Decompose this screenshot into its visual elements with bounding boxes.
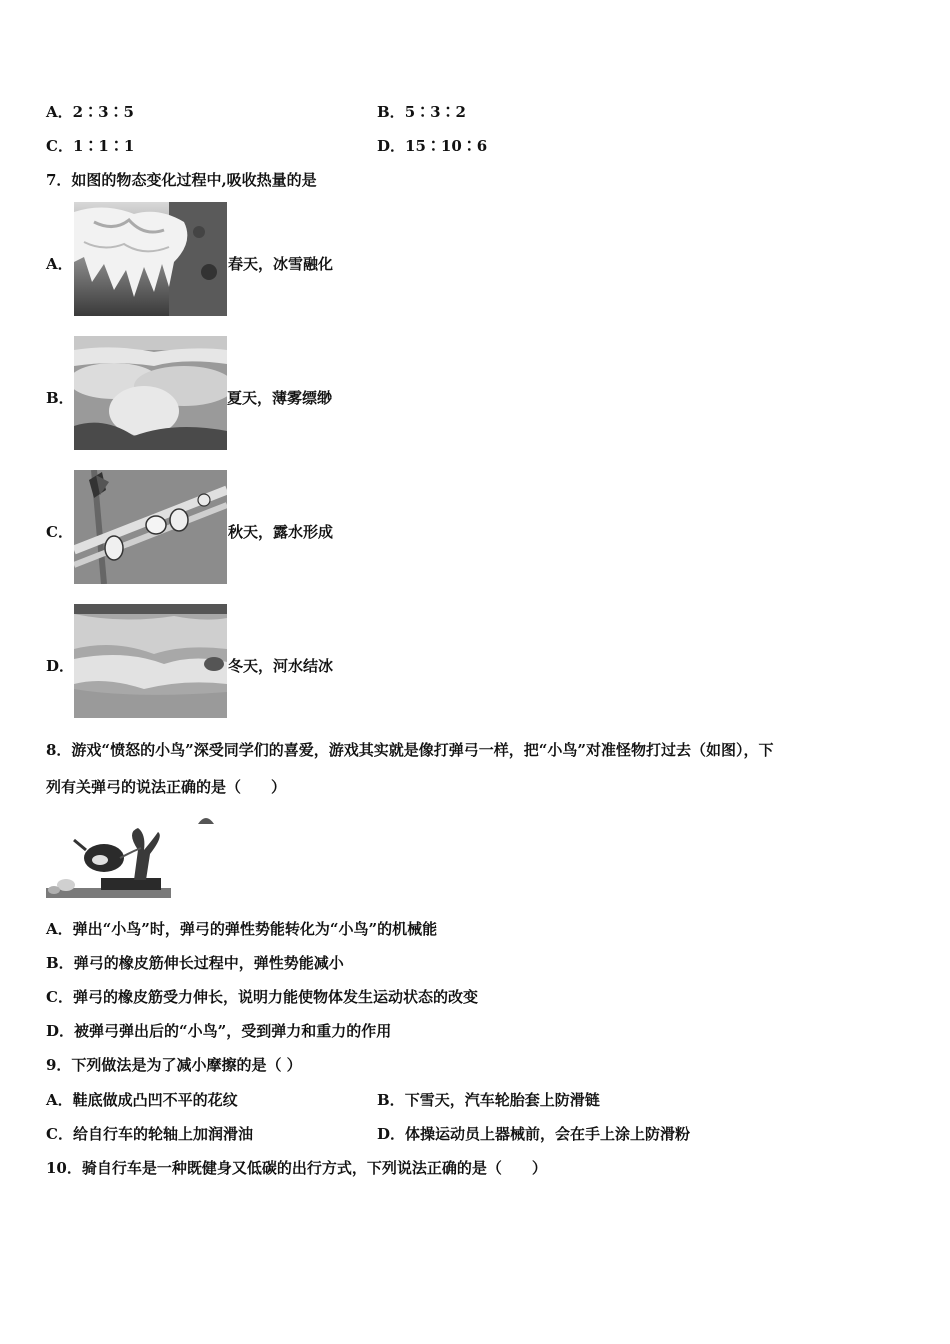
q8-stem-line1: 8．游戏“愤怒的小鸟”深受同学们的喜爱，游戏其实就是像打弹弓一样，把“小鸟”对准怪物打过去（如图），下 <box>46 741 774 759</box>
q7-option-b-caption: 夏天，薄雾缥缈 <box>227 389 333 407</box>
option-letter: A． <box>46 920 73 938</box>
option-text: 1∶1∶1 <box>72 137 135 155</box>
option-letter: C． <box>46 137 73 155</box>
option-letter: D． <box>377 137 406 155</box>
option-text: 15∶10∶6 <box>405 137 488 155</box>
option-letter: C． <box>46 988 73 1006</box>
melting-ice-photo <box>74 202 227 316</box>
q6-option-c <box>46 136 134 156</box>
q8-option-c <box>46 987 478 1007</box>
q9-option-a <box>46 1090 238 1110</box>
frozen-river-photo <box>74 604 227 718</box>
q7-option-d-letter: D． <box>46 657 75 675</box>
option-letter: A． <box>46 103 73 121</box>
option-text: 弹弓的橡皮筋伸长过程中，弹性势能减小 <box>73 954 344 972</box>
q7-stem: 7．如图的物态变化过程中,吸收热量的是 <box>46 171 317 189</box>
q9-option-c <box>46 1124 253 1144</box>
q8-stem-line2: 列有关弹弓的说法正确的是（ ） <box>46 778 287 796</box>
option-letter: B． <box>46 954 74 972</box>
option-letter: D． <box>46 1022 75 1040</box>
option-letter: B． <box>377 103 405 121</box>
mist-photo <box>74 336 227 450</box>
q7-option-b-letter: B． <box>46 389 74 407</box>
option-letter: A． <box>46 1091 73 1109</box>
option-text: 给自行车的轮轴上加润滑油 <box>72 1125 253 1143</box>
option-text: 体操运动员上器械前，会在手上涂上防滑粉 <box>405 1125 691 1143</box>
slingshot-illustration <box>46 810 221 902</box>
q10-stem: 10．骑自行车是一种既健身又低碳的出行方式，下列说法正确的是（ ） <box>46 1159 547 1177</box>
q7-option-a-caption: 春天，冰雪融化 <box>228 255 334 273</box>
q8-option-d <box>46 1021 391 1041</box>
option-text: 下雪天，汽车轮胎套上防滑链 <box>404 1091 600 1109</box>
q7-option-c-caption: 秋天，露水形成 <box>228 523 334 541</box>
q7-option-c-letter: C． <box>46 523 73 541</box>
q6-option-a <box>46 102 134 122</box>
option-letter: C． <box>46 1125 73 1143</box>
q6-option-b <box>377 102 466 122</box>
dew-photo <box>74 470 227 584</box>
q9-option-b <box>377 1090 600 1110</box>
q8-option-a <box>46 919 437 939</box>
q6-option-d <box>377 136 487 156</box>
q7-option-d-caption: 冬天，河水结冰 <box>228 657 334 675</box>
q9-option-d <box>377 1124 690 1144</box>
q9-stem: 9．下列做法是为了减小摩擦的是（ ） <box>46 1056 302 1074</box>
option-letter: B． <box>377 1091 405 1109</box>
q8-option-b <box>46 953 344 973</box>
option-letter: D． <box>377 1125 406 1143</box>
option-text: 弹出“小鸟”时，弹弓的弹性势能转化为“小鸟”的机械能 <box>72 920 438 938</box>
option-text: 5∶3∶2 <box>404 103 466 121</box>
option-text: 被弹弓弹出后的“小鸟”，受到弹力和重力的作用 <box>74 1022 392 1040</box>
option-text: 2∶3∶5 <box>72 103 134 121</box>
q7-option-a-letter: A． <box>46 255 73 273</box>
option-text: 鞋底做成凸凹不平的花纹 <box>72 1091 238 1109</box>
option-text: 弹弓的橡皮筋受力伸长，说明力能使物体发生运动状态的改变 <box>72 988 478 1006</box>
